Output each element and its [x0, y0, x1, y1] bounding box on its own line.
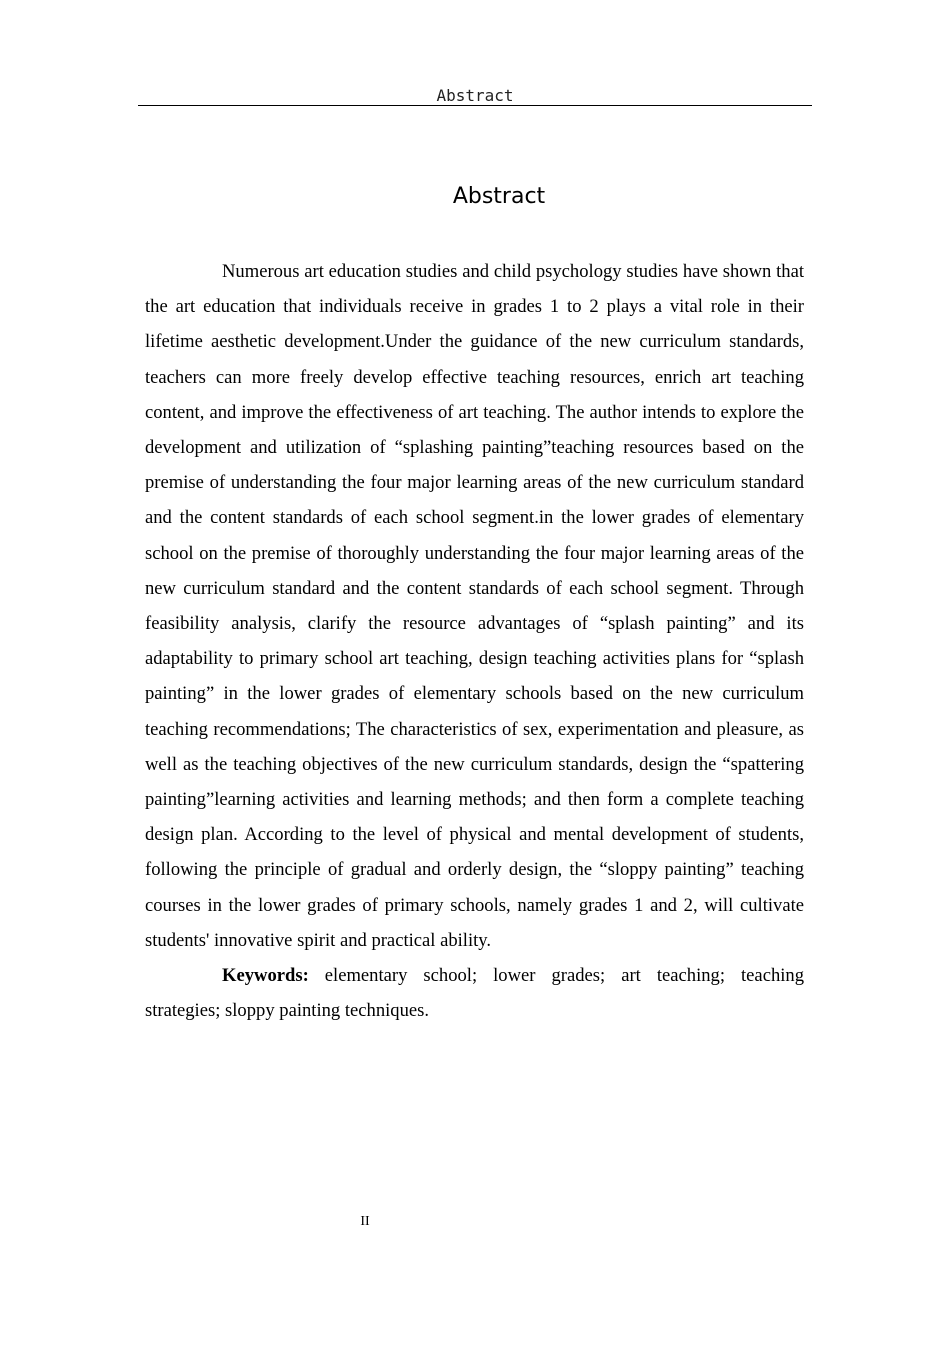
keywords-text: elementary school; lower grades; art teaching; teaching strategies; sloppy painting techniques. [145, 965, 804, 1022]
abstract-paragraph: Numerous art education studies and child psychology studies have shown that the art education that individuals receive in grades 1 to 2 plays a vital role in their lifetime aesthetic development.Under the guidance of the new curriculum standards, teachers can more freely develop effective teaching resources, enrich art teaching content, and improve the effectiveness of art teaching. The author intends to explore the development and utilization of “splashing painting”teaching resources based on the premise of understanding the four major learning areas of the new curriculum standard and the content standards of each school segment.in the lower grades of elementary school on the premise of thoroughly understanding the four major learning areas of the new curriculum standard and the content standards of each school segment. Through feasibility analysis, clarify the resource advantages of “splash painting” and its adaptability to primary school art teaching, design teaching activities plans for “splash painting” in the lower grades of elementary schools based on the new curriculum teaching recommendations; The characteristics of sex, experimentation and pleasure, as well as the teaching objectives of the new curriculum standards, design the “spattering painting”learning activities and learning methods; and then form a complete teaching design plan. According to the level of physical and mental development of students, following the principle of gradual and orderly design, the “sloppy painting” teaching courses in the lower grades of primary schools, namely grades 1 and 2, will cultivate students' innovative spirit and practical ability. [145, 261, 804, 951]
header-rule [138, 105, 812, 106]
keywords-paragraph [145, 958, 804, 1028]
abstract-body [145, 254, 804, 1028]
keywords-label: Keywords: [222, 965, 309, 987]
running-header: Abstract [436, 86, 514, 105]
page-title: Abstract [452, 184, 546, 209]
page-number: II [360, 1214, 370, 1229]
